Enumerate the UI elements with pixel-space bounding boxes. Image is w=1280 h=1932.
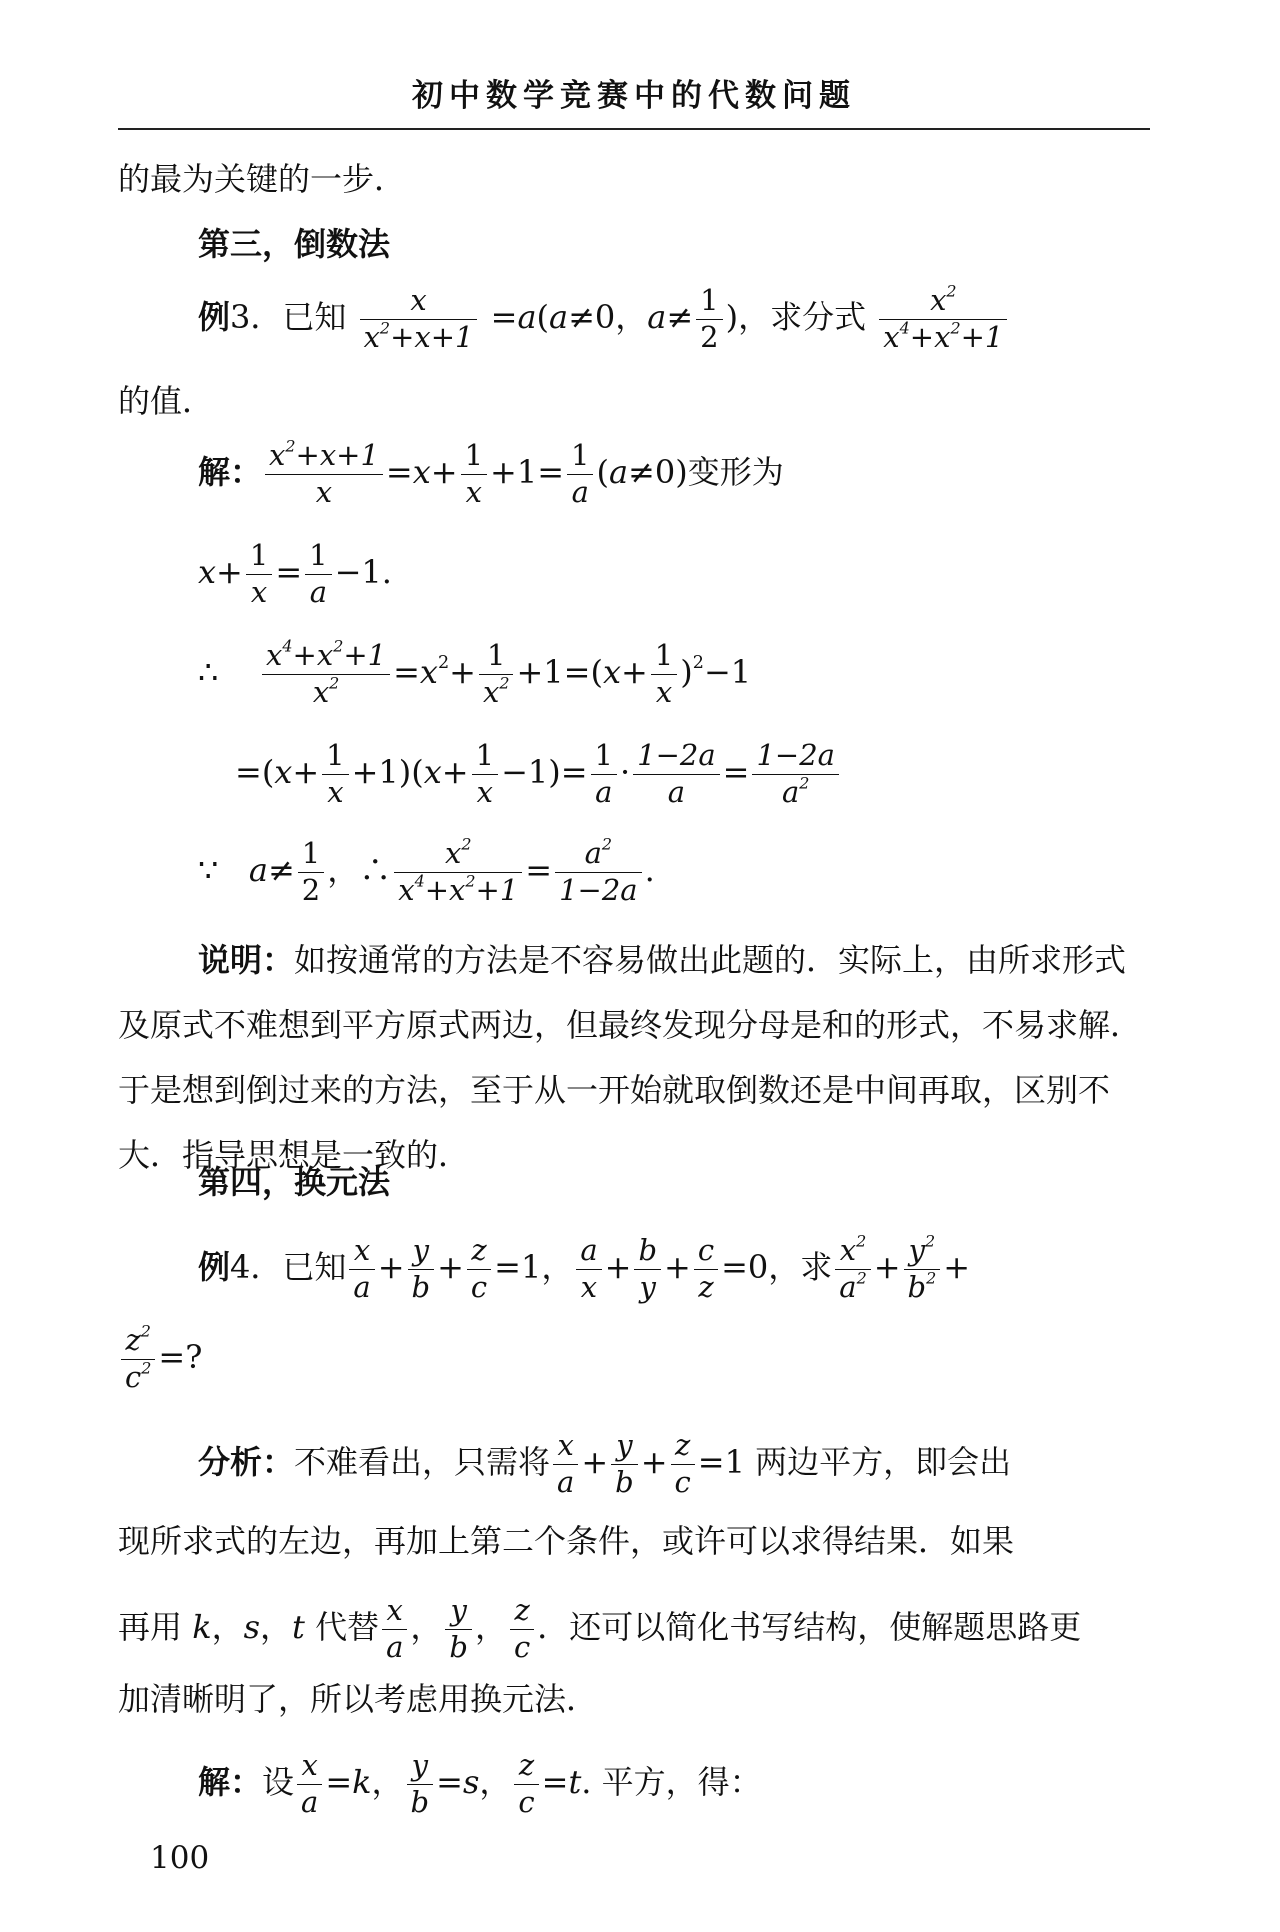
example-label: 例 [198,1247,231,1286]
solution-text: 平方，得： [601,1762,762,1801]
example-label: 例 [198,297,231,336]
math-line: $\frac{z^2}{c^2}$ =? [118,1325,202,1394]
solution-label: 解： [198,1762,263,1801]
example-4: 例4．已知 $\frac{x}{a}$ + $\frac{y}{b}$ + $\frac{z}{c}$ =1， $\frac{a}{x}$ + $\frac{b}{y}$ + $\frac{c}{z}$ =0，求 $\frac{x^2}{a^2}$ + $\frac{y^2}{b^2}$ + [198,1231,971,1304]
example-text-tail: ，求分式 [738,297,867,336]
running-header: 初中数学竞赛中的代数问题 [412,78,856,114]
analysis-text: 两边平方，即会出 [755,1442,1012,1481]
fraction: $\frac{x}{x^2+x+1}$ [360,285,478,354]
text-line: 现所求式的左边，再加上第二个条件，或许可以求得结果．如果 [118,1522,1015,1560]
solution-4: 解：设 $\frac{x}{a}$ =k， $\frac{y}{b}$ =s， $\frac{z}{c}$ =t. 平方，得： [198,1748,762,1819]
page-number: 100 [150,1840,210,1876]
analysis-line-1: 分析：不难看出，只需将 $\frac{x}{a}$ + $\frac{y}{b}$ + $\frac{z}{c}$ =1 两边平方，即会出 [198,1428,1012,1499]
solution-line-1: 解： $\frac{x^2+x+1}{x}$ =x+ $\frac{1}{x}$ +1= $\frac{1}{a}$ (a≠0)变形为 [198,436,784,509]
explanation-paragraph [118,928,1158,1188]
solution-label: 解： [198,452,263,491]
math-line: x+ $\frac{1}{x}$ = $\frac{1}{a}$ −1. [198,538,392,609]
analysis-text: 代替 [315,1607,380,1646]
text-line: 的值． [118,382,215,420]
example-text: 3．已知 [230,297,347,336]
solution-text: 设 [262,1762,295,1801]
analysis-label: 分析： [198,1442,295,1481]
fraction: $\frac{x^2}{x^4+x^2+1}$ [879,285,1007,354]
example-3: 例3．已知 $\frac{x}{x^2+x+1}$ =a(a≠0，a≠ $\frac{1}{2}$ )，求分式 $\frac{x^2}{x^4+x^2+1}$ [198,285,1010,354]
analysis-text: 再用 [118,1607,183,1646]
explanation-label: 说明： [198,941,295,979]
text-line: 加清晰明了，所以考虑用换元法． [118,1680,599,1718]
math-line: ∴ $\frac{x^4+x^2+1}{x^2}$ $=x^2+$ $\frac{1}{x^2}$ +1=(x+ $\frac{1}{x}$ )$^2$−1 [198,636,752,709]
solution-tail: 变形为 [687,452,784,491]
analysis-line-3: 再用 k，s，t 代替 $\frac{x}{a}$ ， $\frac{y}{b}$ ， $\frac{z}{c}$ ．还可以简化书写结构，使解题思路更 [118,1593,1082,1664]
text-line: 的最为关键的一步． [118,160,407,198]
example-text: 4．已知 [230,1247,347,1286]
analysis-text: 不难看出，只需将 [294,1442,551,1481]
section-heading: 第四，换元法 [198,1163,391,1201]
section-heading: 第三，倒数法 [198,225,391,263]
math-line: =(x+ $\frac{1}{x}$ +1)(x+ $\frac{1}{x}$ −1)= $\frac{1}{a}$ · $\frac{1-2a}{a}$ = $\frac{1-2a}{a^2}$ [235,740,842,809]
example-text-mid: ，求 [768,1247,833,1286]
explanation-text: 如按通常的方法是不容易做出此题的．实际上，由所求形式及原式不难想到平方原式两边，但最终发现分母是和的形式，不易求解．于是想到倒过来的方法，至于从一开始就取倒数还是中间再取，区别不大．指导思想是一致的． [118,941,1143,1174]
math-line: ∵ a≠ $\frac{1}{2}$ ，∴ $\frac{x^2}{x^4+x^2+1}$ = $\frac{a^2}{1-2a}$ . [198,834,655,907]
analysis-text: ．还可以简化书写结构，使解题思路更 [537,1607,1082,1646]
header-rule [118,128,1150,130]
